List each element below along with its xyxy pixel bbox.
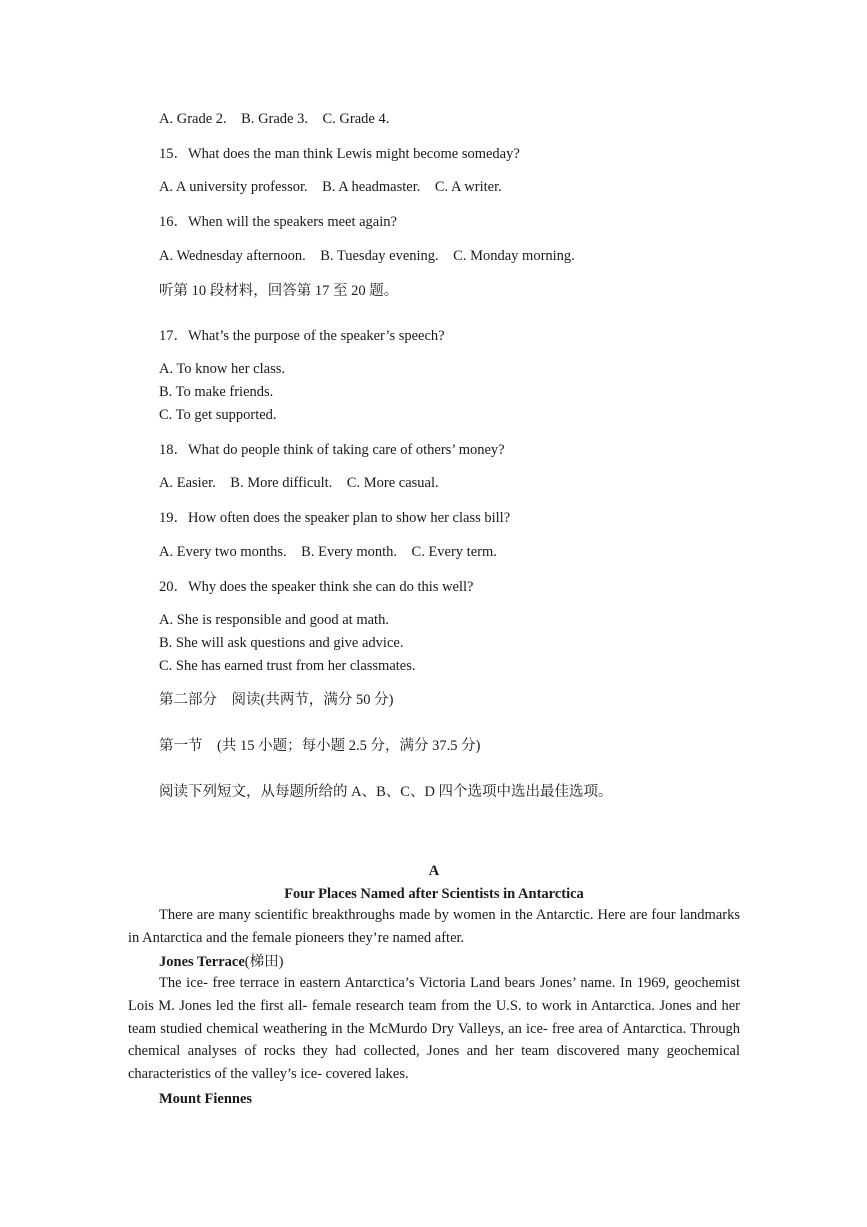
question-19: 19．How often does the speaker plan to show her class bill? [159,510,511,526]
q17-option-c: C. To get supported. [159,407,277,423]
jones-terrace-paragraph: The ice- free terrace in eastern Antarctica’s Victoria Land bears Jones’ name. In 1969, geochemist Lois M. Jones led the first all- female research team from the U.S. to work in Antarctica. Jones and her team studied chemical weathering in the McMurdo Dry Valleys, an ice- free area of Antarctica. Through chemical analyses of rocks they had collected, Jones and her team discovered many geochemical characteristics of the valley’s ice- covered lakes. [128,975,740,1083]
passage-title: Four Places Named after Scientists in Antarctica [284,886,584,902]
question-16: 16．When will the speakers meet again? [159,214,397,230]
question-20: 20．Why does the speaker think she can do this well? [159,579,474,595]
q15-options: A. A university professor. B. A headmaster. C. A writer. [159,179,502,195]
q14-options: A. Grade 2. B. Grade 3. C. Grade 4. [159,111,390,127]
q20-option-c: C. She has earned trust from her classmates. [159,658,416,674]
part-2-heading: 第二部分 阅读(共两节，满分 50 分) [159,692,394,708]
heading-jones-terrace-label: Jones Terrace [159,954,245,970]
q17-option-b: B. To make friends. [159,384,274,400]
q20-option-a: A. She is responsible and good at math. [159,612,389,628]
passage-intro: There are many scientific breakthroughs made by women in the Antarctic. Here are four landmarks in Antarctica and the female pioneers they’re named after. [128,907,740,946]
q16-options: A. Wednesday afternoon. B. Tuesday evening. C. Monday morning. [159,248,575,264]
passage-letter: A [428,863,440,879]
q18-options: A. Easier. B. More difficult. C. More casual. [159,475,439,491]
reading-instruction: 阅读下列短文，从每题所给的 A、B、C、D 四个选项中选出最佳选项。 [159,784,613,800]
heading-jones-terrace [159,953,283,971]
question-18: 18．What do people think of taking care of others’ money? [159,442,505,458]
section-1-heading: 第一节 (共 15 小题；每小题 2.5 分，满分 37.5 分) [159,738,481,754]
heading-mount-fiennes: Mount Fiennes [159,1091,253,1107]
q20-option-b: B. She will ask questions and give advice. [159,635,404,651]
section-10-instruction: 听第 10 段材料，回答第 17 至 20 题。 [159,283,399,299]
q17-option-a: A. To know her class. [159,361,285,377]
heading-jones-terrace-note: (梯田) [244,954,284,970]
question-15: 15．What does the man think Lewis might become someday? [159,146,520,162]
question-17: 17．What’s the purpose of the speaker’s speech? [159,328,445,344]
q19-options: A. Every two months. B. Every month. C. Every term. [159,544,497,560]
